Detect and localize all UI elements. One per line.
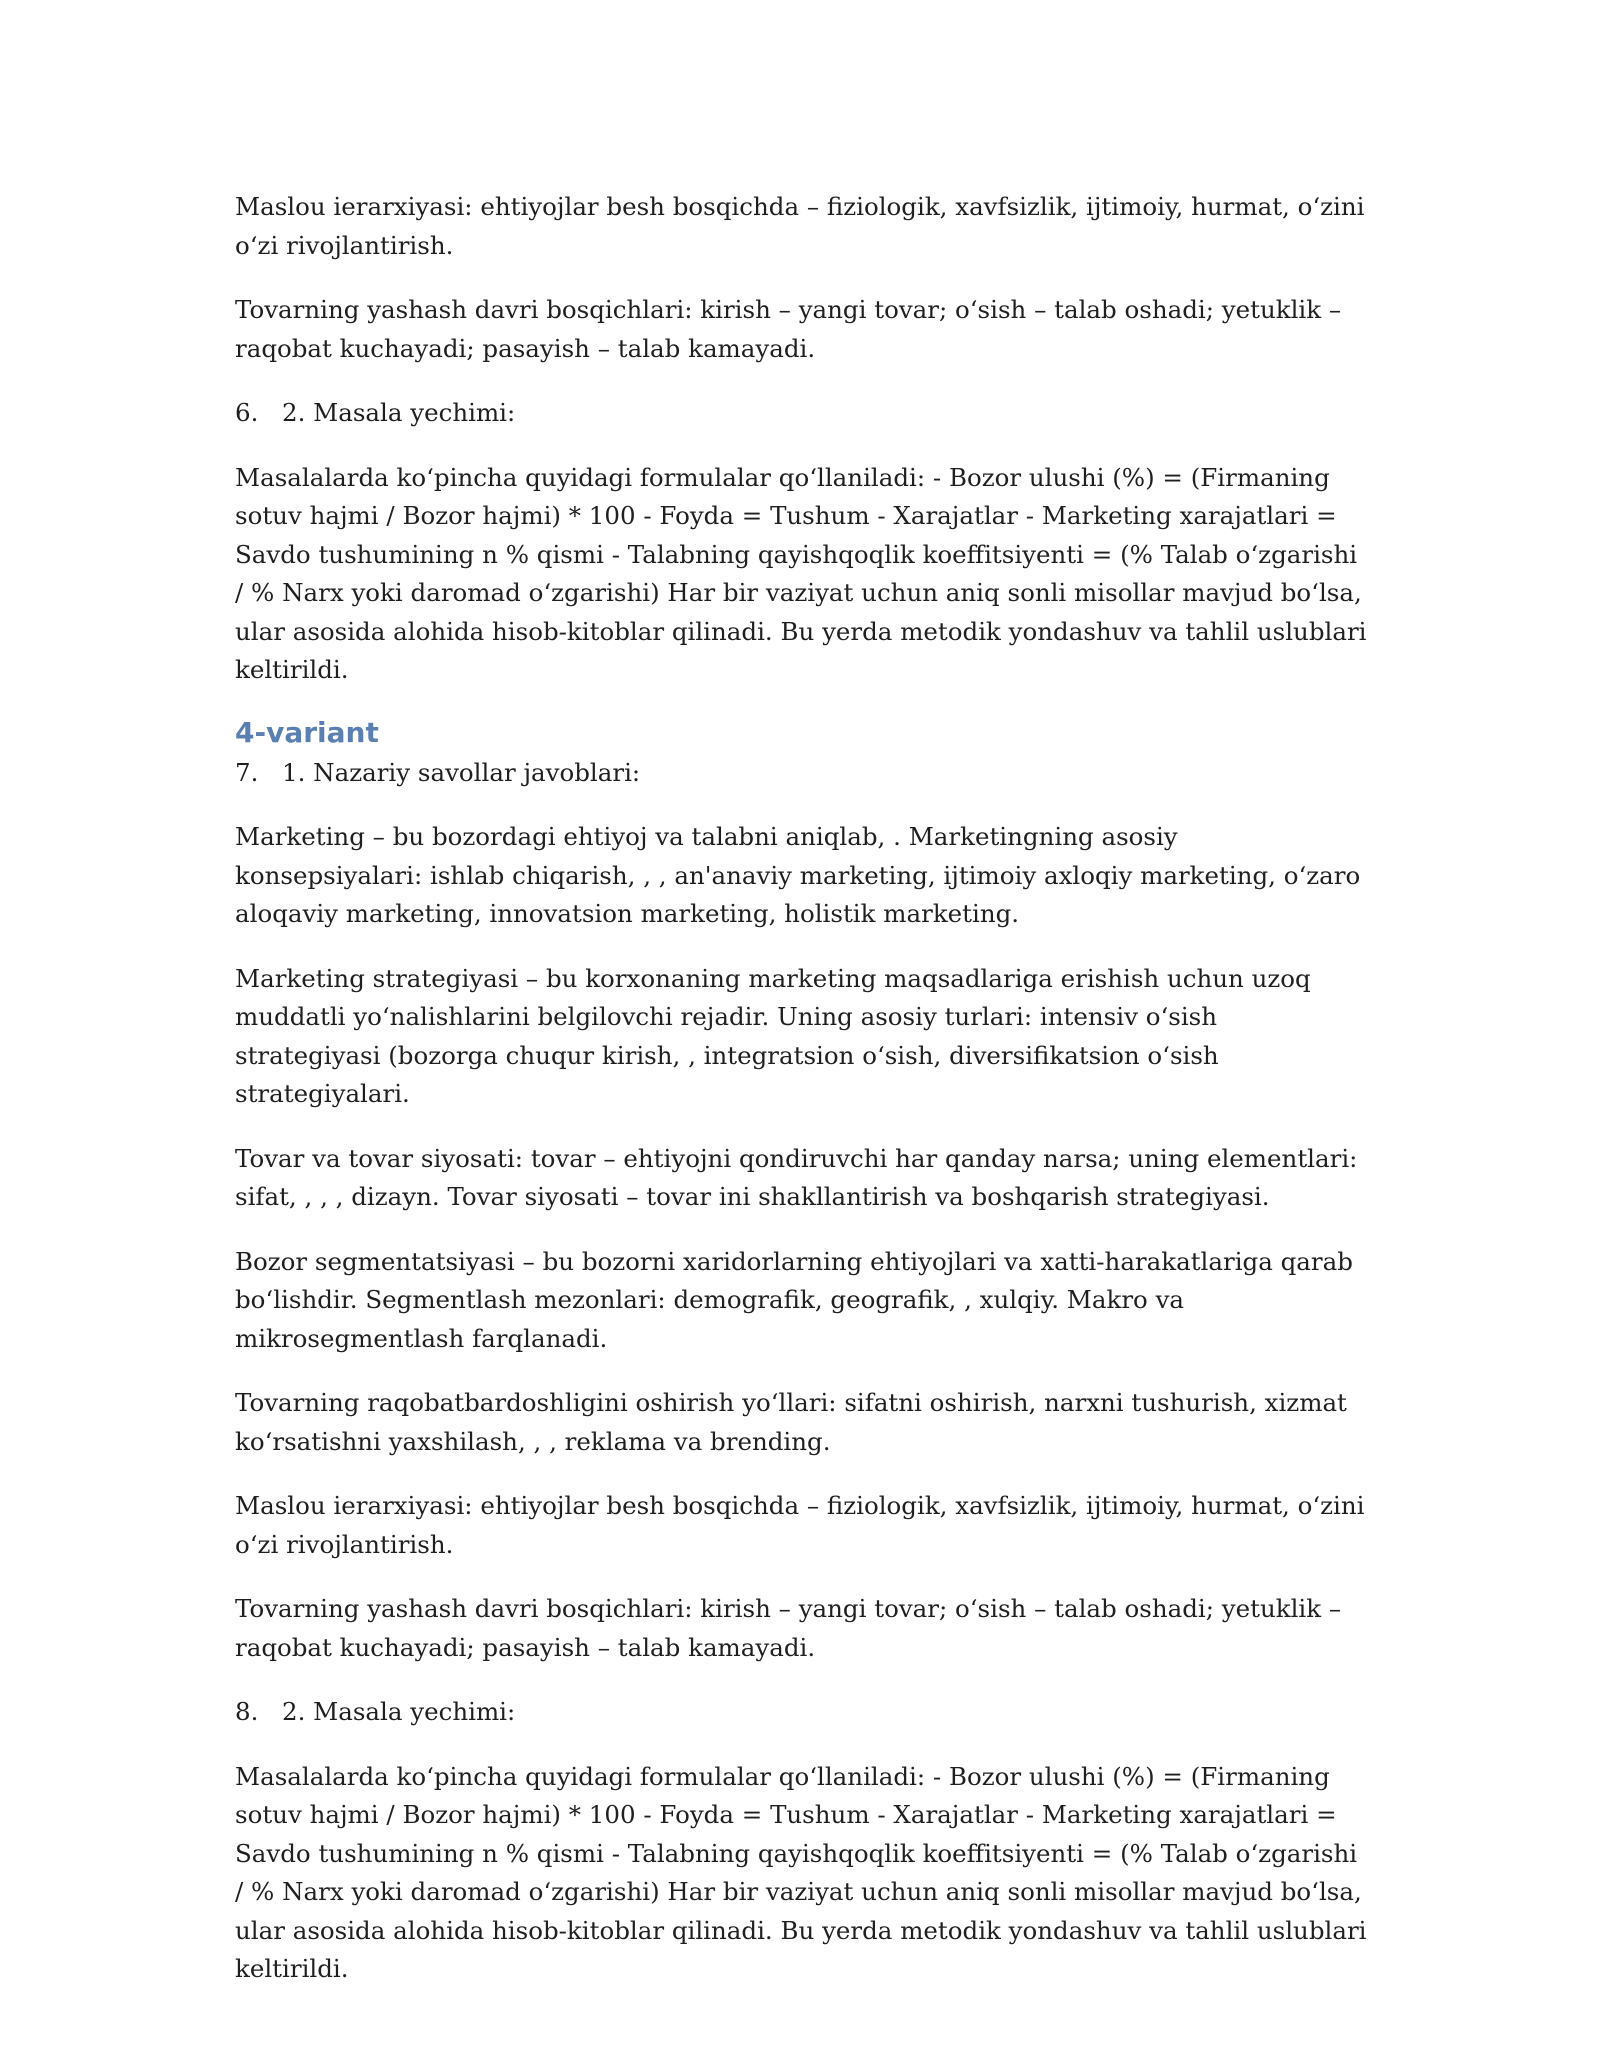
paragraph-maslou: Maslou ierarxiyasi: ehtiyojlar besh bosqichda – fiziologik, xavfsizlik, ijtimoiy, hurmat, oʻzini oʻzi rivojlantirish. [235,192,1365,260]
numbered-item-6 [235,394,1370,433]
document-page [235,188,1370,2015]
paragraph-segmentation: Bozor segmentatsiyasi – bu bozorni xaridorlarning ehtiyojlari va xatti-harakatlariga qarab boʻlishdir. Segmentlash mezonlari: demografik, geografik, , xulqiy. Makro va mikrosegmentlash farqlanadi. [235,1246,1353,1353]
paragraph-formulas-2: Masalalarda koʻpincha quyidagi formulalar qoʻllaniladi: - Bozor ulushi (%) = (Firmaning sotuv hajmi / Bozor hajmi) * 100 - Foyda = Tushum - Xarajatlar - Marketing xarajatlari = Savdo tushumining n % qismi - Talabning qayishqoqlik koeffitsiyenti = (% Talab oʻzgarishi / % Narx yoki daromad oʻzgarishi) Har bir vaziyat uchun aniq sonli misollar mavjud boʻlsa, ular asosida alohida hisob-kitoblar qilinadi. Bu yerda metodik yondashuv va tahlil uslublari keltirildi. [235,1761,1367,1983]
item-number: 7. [235,757,259,787]
item-text: 2. Masala yechimi: [282,1697,516,1726]
paragraph-strategy: Marketing strategiyasi – bu korxonaning marketing maqsadlariga erishish uchun uzoq muddatli yoʻnalishlarini belgilovchi rejadir. Uning asosiy turlari: intensiv oʻsish strategiyasi (bozorga chuqur kirish, , integratsion oʻsish, diversifikatsion oʻsish strategiyalari. [235,963,1311,1108]
item-text: 1. Nazariy savollar javoblari: [282,757,641,787]
paragraph-competitiveness: Tovarning raqobatbardoshligini oshirish yoʻllari: sifatni oshirish, narxni tushurish, xizmat koʻrsatishni yaxshilash, , , reklama va brending. [235,1388,1347,1456]
paragraph-product-policy: Tovar va tovar siyosati: tovar – ehtiyojni qondiruvchi har qanday narsa; uning elementlari: sifat, , , , dizayn. Tovar siyosati – tovar ini shakllantirish va boshqarish strategiyasi. [235,1143,1358,1211]
numbered-item-8 [235,1693,1370,1732]
paragraph-formulas: Masalalarda koʻpincha quyidagi formulalar qoʻllaniladi: - Bozor ulushi (%) = (Firmaning sotuv hajmi / Bozor hajmi) * 100 - Foyda = Tushum - Xarajatlar - Marketing xarajatlari = Savdo tushumining n % qismi - Talabning qayishqoqlik koeffitsiyenti = (% Talab oʻzgarishi / % Narx yoki daromad oʻzgarishi) Har bir vaziyat uchun aniq sonli misollar mavjud boʻlsa, ular asosida alohida hisob-kitoblar qilinadi. Bu yerda metodik yondashuv va tahlil uslublari keltirildi. [235,462,1367,684]
item-text: 2. Masala yechimi: [282,398,516,427]
paragraph-marketing: Marketing – bu bozordagi ehtiyoj va talabni aniqlab, . Marketingning asosiy konsepsiyalari: ishlab chiqarish, , , an'anaviy marketing, ijtimoiy axloqiy marketing, oʻzaro aloqaviy marketing, innovatsion marketing, holistik marketing. [235,822,1361,928]
item-number: 8. [235,1697,259,1726]
paragraph-maslou-2: Maslou ierarxiyasi: ehtiyojlar besh bosqichda – fiziologik, xavfsizlik, ijtimoiy, hurmat, oʻzini oʻzi rivojlantirish. [235,1491,1365,1559]
paragraph-life-cycle: Tovarning yashash davri bosqichlari: kirish – yangi tovar; oʻsish – talab oshadi; yetuklik – raqobat kuchayadi; pasayish – talab kamayadi. [235,295,1342,363]
numbered-item-7 [235,754,1370,793]
section-heading: 4-variant [235,715,379,749]
paragraph-life-cycle-2: Tovarning yashash davri bosqichlari: kirish – yangi tovar; oʻsish – talab oshadi; yetuklik – raqobat kuchayadi; pasayish – talab kamayadi. [235,1594,1342,1662]
item-number: 6. [235,398,259,427]
